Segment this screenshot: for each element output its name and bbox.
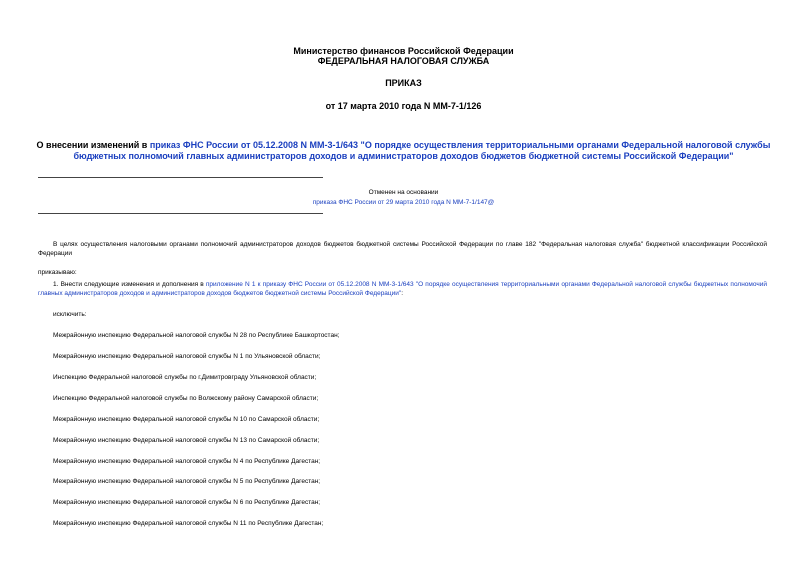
- document-title: [30, 140, 777, 162]
- repeal-order-link[interactable]: приказа ФНС России от 29 марта 2010 года N ММ-7-1/147@: [312, 199, 495, 206]
- order-word: приказываю:: [38, 269, 77, 276]
- document-type: ПРИКАЗ: [385, 78, 422, 88]
- repeal-note-text: Отменен на основании: [368, 189, 439, 196]
- excluded-item: Межрайонную инспекцию Федеральной налоговой службы N 28 по Республике Башкортостан;: [53, 332, 340, 339]
- excluded-item: Инспекцию Федеральной налоговой службы по Волжскому району Самарской области;: [53, 395, 319, 402]
- bottom-divider: [38, 213, 323, 214]
- excluded-item: Межрайонную инспекцию Федеральной налоговой службы N 6 по Республике Дагестан;: [53, 499, 321, 506]
- excluded-item: Межрайонную инспекцию Федеральной налоговой службы N 13 по Самарской области;: [53, 437, 320, 444]
- title-amended-order-link[interactable]: приказ ФНС России от 05.12.2008 N ММ-3-1/643 "О порядке осуществления территориальными органами Федеральной налоговой службы бюджетных полномочий главных администраторов доходов и администраторов доходов бюджетов бюджетной системы Российской Федерации": [73, 140, 771, 161]
- exclude-word: исключить:: [53, 311, 87, 318]
- document-number: от 17 марта 2010 года N ММ-7-1/126: [325, 101, 482, 111]
- title-prefix: О внесении изменений в: [36, 140, 150, 150]
- excluded-item: Межрайонную инспекцию Федеральной налоговой службы N 10 по Самарской области;: [53, 416, 320, 423]
- item-1-paragraph: [38, 280, 767, 298]
- excluded-item: Межрайонную инспекцию Федеральной налоговой службы N 5 по Республике Дагестан;: [53, 478, 321, 485]
- excluded-item: Инспекцию Федеральной налоговой службы по г.Димитровграду Ульяновской области;: [53, 374, 317, 381]
- top-divider: [38, 177, 323, 178]
- service-name: ФЕДЕРАЛЬНАЯ НАЛОГОВАЯ СЛУЖБА: [317, 56, 490, 66]
- excluded-item: Межрайонную инспекцию Федеральной налоговой службы N 1 по Ульяновской области;: [53, 353, 321, 360]
- item-1-suffix: :: [401, 290, 404, 297]
- intro-paragraph: В целях осуществления налоговыми органами полномочий администраторов доходов бюджетов бюджетной системы Российской Федерации по главе 182 "Федеральная налоговая служба" бюджетной классификации Российской Федерации: [38, 241, 767, 257]
- item-1-appendix-link[interactable]: приложение N 1 к приказу ФНС России от 05.12.2008 N ММ-3-1/643 "О порядке осуществления территориальными органами Федеральной налоговой службы бюджетных полномочий главных администраторов доходов и администраторов доходов бюджетов бюджетной системы Российской Федерации": [38, 281, 767, 297]
- excluded-item: Межрайонную инспекцию Федеральной налоговой службы N 4 по Республике Дагестан;: [53, 458, 321, 465]
- excluded-item: Межрайонную инспекцию Федеральной налоговой службы N 11 по Республике Дагестан;: [53, 520, 324, 527]
- item-1-prefix: 1. Внести следующие изменения и дополнения в: [53, 281, 206, 288]
- ministry-name: Министерство финансов Российской Федерации: [293, 46, 514, 56]
